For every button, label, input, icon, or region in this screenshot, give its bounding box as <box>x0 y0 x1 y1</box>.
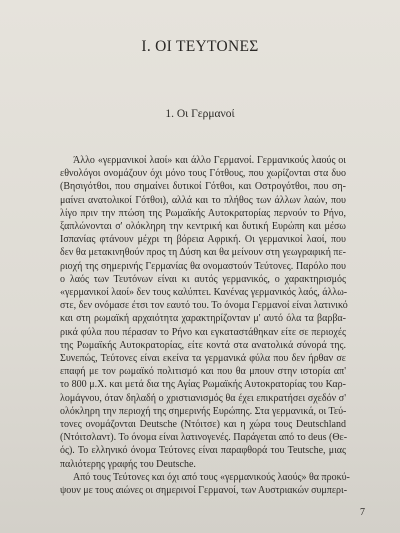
text-line: της Ρωμαϊκής Αυτοκρατορίας, είτε κοντά στα ανατολικά σύνορά της. <box>60 339 346 351</box>
text-line: Από τους Τεύτονες και όχι από τους «γερμανικούς λαούς» θα προκύ- <box>73 471 350 483</box>
section-title: 1. Οι Γερμανοί <box>165 108 235 120</box>
text-line: παλιότερης γραφής του Deutsche. <box>60 458 196 470</box>
text-line: ψουν με τους αιώνες οι σημερινοί Γερμανοί, των Αυστριακών συμπερι- <box>60 485 348 497</box>
text-line: μαίνει ανατολικοί Γότθοι), αλλά και το πλήθος των άλλων λαών, που <box>60 194 346 206</box>
text-line: τονες ονομάζονται Deutsche (Ντόιτσε) και η χώρα τους Deutschland <box>60 419 346 431</box>
text-line: ός). Το ελληνικό όνομα Τεύτονες είναι παραφθορά του Teutsche, μιας <box>60 445 346 457</box>
text-line: ξαπλώνονται σ' ολόκληρη την κεντρική και δυτική Ευρώπη και μέσω <box>60 221 346 233</box>
text-line: δεν θα μετακινηθούν προς τη Δύση και θα μείνουν στη γεωγραφική πε- <box>60 247 347 259</box>
text-line: επαφή με τον ρωμαϊκό πολιτισμό και που θα μπουν στην ιστορία απ' <box>60 366 346 378</box>
text-line: ρικά φύλα που πέρασαν το Ρήνο και εγκαταστάθηκαν είτε σε περιοχές <box>60 326 346 338</box>
text-line: Συνεπώς, Τεύτονες είναι εκείνα τα γερμανικά φύλα που δεν ήρθαν σε <box>60 353 346 365</box>
text-line: «γερμανικοί λαοί» δεν τους καλύπτει. Κανένας γερμανικός λαός, άλλω- <box>60 287 348 299</box>
text-line: (Βησιγότθοι, που σημαίνει δυτικοί Γότθοι, και Οστρογότθοι, που ση- <box>60 181 346 193</box>
text-line: λομάγνου, όταν δηλαδή ο χριστιανισμός θα έχει επικρατήσει σχεδόν σ' <box>60 392 346 404</box>
body-text <box>60 154 350 497</box>
text-line: το 800 μ.Χ. και μετά δια της Αγίας Ρωμαϊκής Αυτοκρατορίας του Καρ- <box>60 379 346 391</box>
text-line: ο λαός των Τευτόνων είναι κι αυτός γερμανικός, ο χαρακτηρισμός <box>60 273 346 285</box>
chapter-title: I. ΟΙ ΤΕΥΤΟΝΕΣ <box>141 38 259 55</box>
text-line: εθνολόγοι ονομάζουν όχι μόνο τους Γότθους, που χωρίζονται στα δυο <box>60 168 346 180</box>
text-line: στε, δεν ονόμασε έτσι τον εαυτό του. Το όνομα Γερμανοί είναι λατινικό <box>60 300 348 312</box>
text-line: Άλλο «γερμανικοί λαοί» και άλλο Γερμανοί. Γερμανικούς λαούς οι <box>73 155 346 166</box>
page-number: 7 <box>360 507 365 518</box>
text-line: ριοχή της σημερινής Γερμανίας θα ονομαστούν Τεύτονες. Παρόλο που <box>60 260 346 272</box>
text-line: και στη ρωμαϊκή αρχαιότητα χαρακτηρίζονταν μ' αυτό όλα τα βαρβα- <box>60 313 346 325</box>
text-line: Ισπανίας φτάνουν μέχρι τη βόρεια Αφρική. Οι γερμανικοί λαοί, που <box>60 234 346 246</box>
text-line: λίγο πριν την πτώση της Ρωμαϊκής Αυτοκρατορίας περνούν το Ρήνο, <box>60 207 346 219</box>
text-line: ολόκληρη την περιοχή της σημερινής Ευρώπης. Στα γερμανικά, οι Τεύ- <box>60 405 347 417</box>
text-line: (Ντόιτσλαντ). Το όνομα είναι λατινογενές. Παράγεται από το deus (Θε- <box>60 432 348 444</box>
